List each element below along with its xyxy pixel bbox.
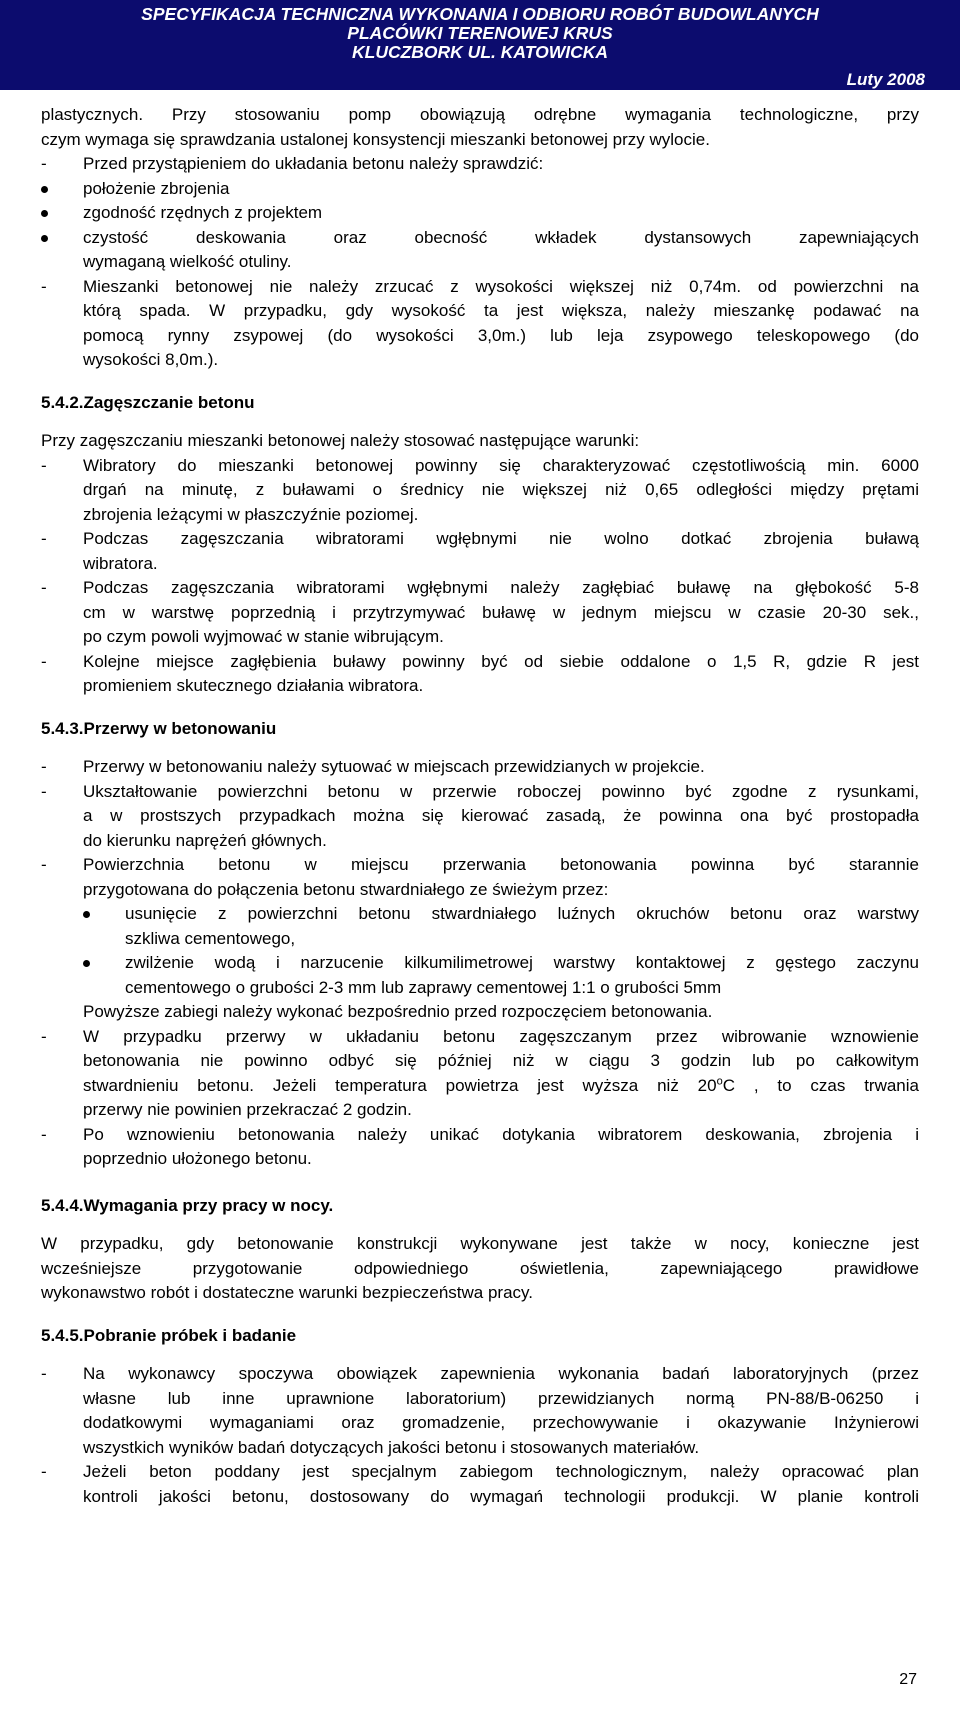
dash-item: - Przerwy w betonowaniu należy sytuować w miejscach przewidzianych w projekcie.	[41, 755, 919, 780]
header-title-line2: PLACÓWKI TERENOWEJ KRUS	[347, 23, 613, 43]
bullet-item: zgodność rzędnych z projektem	[41, 201, 919, 226]
bullet-item: położenie zbrojenia	[41, 177, 919, 202]
header-title-line3: KLUCZBORK UL. KATOWICKA	[352, 42, 608, 62]
paragraph-line: wcześniejsze przygotowanie odpowiedniego oświetlenia, zapewniającego prawidłowe	[41, 1258, 919, 1278]
document-body	[41, 103, 919, 1509]
bullet-item: czystość deskowania oraz obecność wkładek dystansowych zapewniających wymaganą wielkość otuliny.	[41, 226, 919, 275]
header-title-line1: SPECYFIKACJA TECHNICZNA WYKONANIA I ODBIORU ROBÓT BUDOWLANYCH	[141, 4, 819, 24]
dash-item: - Mieszanki betonowej nie należy zrzucać z wysokości większej niż 0,74m. od powierzchni na którą spada. W przypadku, gdy wysokość ta jest większa, należy mieszankę podawać na pomocą rynny zsypowej (do wysokości 3,0m.) lub leja zsypowego teleskopowego (do wysokości 8,0m.).	[41, 275, 919, 373]
section-heading: 5.4.5.Pobranie próbek i badanie	[41, 1325, 297, 1345]
dash-item: - Podczas zagęszczania wibratorami wgłębnymi nie wolno dotkać zbrojenia buławą wibratora.	[41, 527, 919, 576]
section-heading: 5.4.3.Przerwy w betonowaniu	[41, 718, 277, 738]
dash-item: - Kolejne miejsce zagłębienia buławy powinny być od siebie oddalone o 1,5 R, gdzie R jest promieniem skutecznego działania wibratora.	[41, 650, 919, 699]
bullet-item: usunięcie z powierzchni betonu stwardniałego luźnych okruchów betonu oraz warstwy szkliwa cementowego,	[83, 902, 919, 951]
paragraph-line: wykonawstwo robót i dostateczne warunki bezpieczeństwa pracy.	[41, 1283, 533, 1302]
paragraph-line: czym wymaga się sprawdzania ustalonej konsystencji mieszanki betonowej przy wylocie.	[41, 129, 710, 149]
paragraph-line: W przypadku, gdy betonowanie konstrukcji wykonywane jest także w nocy, konieczne jest	[41, 1234, 919, 1253]
dash-item: - Przed przystąpieniem do układania betonu należy sprawdzić:	[41, 152, 919, 177]
document-header	[0, 0, 960, 90]
page-number: 27	[899, 1671, 917, 1688]
dash-item: - Jeżeli beton poddany jest specjalnym zabiegom technologicznym, należy opracować plan kontroli jakości betonu, dostosowany do wymagań technologii produkcji. W planie kontroli	[41, 1460, 919, 1509]
dash-item: - Podczas zagęszczania wibratorami wgłębnymi należy zagłębiać buławę na głębokość 5-8 cm w warstwę poprzednią i przytrzymywać buławę w jednym miejscu w czasie 20-30 sek., po czym powoli wyjmować w stanie wibrującym.	[41, 576, 919, 650]
paragraph-line: Powyższe zabiegi należy wykonać bezpośrednio przed rozpoczęciem betonowania.	[83, 1002, 713, 1021]
header-date: Luty 2008	[846, 70, 925, 89]
dash-item: - Powierzchnia betonu w miejscu przerwania betonowania powinna być starannie przygotowana do połączenia betonu stwardniałego ze świeżym przez:	[41, 853, 919, 902]
dash-item: - Po wznowieniu betonowania należy unikać dotykania wibratorem deskowania, zbrojenia i poprzednio ułożonego betonu.	[41, 1123, 919, 1172]
dash-item: - Wibratory do mieszanki betonowej powinny się charakteryzować częstotliwością min. 6000 drgań na minutę, z buławami o średnicy nie większej niż 0,65 odległości między prętami zbrojenia leżącymi w płaszczyźnie poziomej.	[41, 454, 919, 528]
section-heading: 5.4.4.Wymagania przy pracy w nocy.	[41, 1195, 334, 1215]
section-heading: 5.4.2.Zagęszczanie betonu	[41, 392, 255, 412]
bullet-item: zwilżenie wodą i narzucenie kilkumilimetrowej warstwy kontaktowej z gęstego zaczynu cementowego o grubości 2-3 mm lub zaprawy cementowej 1:1 o grubości 5mm	[83, 951, 919, 1000]
paragraph-line: Przy zagęszczaniu mieszanki betonowej należy stosować następujące warunki:	[41, 431, 640, 450]
dash-item: - Na wykonawcy spoczywa obowiązek zapewnienia wykonania badań laboratoryjnych (przez własne lub inne uprawnione laboratorium) przewidzianych normą PN-88/B-06250 i dodatkowymi wymaganiami oraz gromadzenie, przechowywanie i okazywanie Inżynierowi wszystkich wyników badań dotyczących jakości betonu i stosowanych materiałów.	[41, 1362, 919, 1460]
paragraph-line: plastycznych. Przy stosowaniu pomp obowiązują odrębne wymagania technologiczne, przy	[41, 105, 919, 124]
dash-item: - Ukształtowanie powierzchni betonu w przerwie roboczej powinno być zgodne z rysunkami, a w prostszych przypadkach można się kierować zasadą, że powinna ona być prostopadła do kierunku naprężeń głównych.	[41, 780, 919, 854]
dash-item: - W przypadku przerwy w układaniu betonu zagęszczanym przez wibrowanie wznowienie betonowania nie powinno odbyć się później niż w ciągu 3 godzin lub po całkowitym stwardnieniu betonu. Jeżeli temperatura powietrza jest wyższa niż 20$^o$C , to czas trwania przerwy nie powinien przekraczać 2 godzin.	[41, 1025, 919, 1123]
